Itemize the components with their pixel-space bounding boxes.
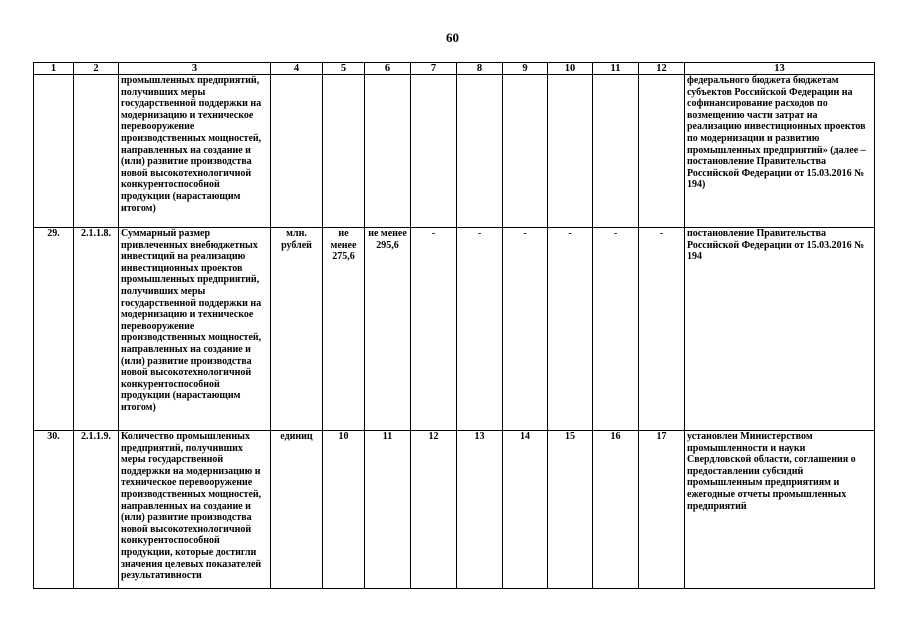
value-cell — [593, 75, 639, 228]
header-cell: 13 — [685, 63, 875, 75]
value-cell: 11 — [365, 431, 411, 589]
value-cell: 15 — [548, 431, 593, 589]
source-cell: постановление Правительства Российской Федерации от 15.03.2016 № 194 — [685, 228, 875, 431]
indicator-name-cell: промышленных предприятий, получивших меры государственной поддержки на модернизацию и техническое перевооружение производственных мощностей, направленных на создание и (или) развитие производства новой высокотехнологичной конкурентоспособной продукции (нарастающим итогом) — [119, 75, 271, 228]
value-cell — [503, 75, 548, 228]
value-cell — [411, 75, 457, 228]
indicator-name-cell: Количество промышленных предприятий, получивших меры государственной поддержки на модернизацию и техническое перевооружение производственных мощностей, направленных на создание и (или) развитие производства новой высокотехнологичной конкурентоспособной продукции, которые достигли значения целевых показателей результативности — [119, 431, 271, 589]
header-cell: 11 — [593, 63, 639, 75]
value-cell: 13 — [457, 431, 503, 589]
table-row — [34, 228, 875, 431]
page-number: 60 — [446, 30, 459, 45]
header-cell: 8 — [457, 63, 503, 75]
header-cell: 9 — [503, 63, 548, 75]
unit-cell — [271, 75, 323, 228]
header-cell: 6 — [365, 63, 411, 75]
value-cell: не менее 295,6 — [365, 228, 411, 431]
header-cell: 1 — [34, 63, 74, 75]
value-cell: - — [503, 228, 548, 431]
source-cell: установлен Министерством промышленности и науки Свердловской области, соглашения о предоставлении субсидий промышленным предприятиям и ежегодные отчеты промышленных предприятий — [685, 431, 875, 589]
header-cell: 10 — [548, 63, 593, 75]
row-number-cell: 30. — [34, 431, 74, 589]
value-cell: не менее 275,6 — [323, 228, 365, 431]
row-number-cell — [34, 75, 74, 228]
value-cell: - — [411, 228, 457, 431]
value-cell — [639, 75, 685, 228]
table-row — [34, 75, 875, 228]
indicator-code-cell — [74, 75, 119, 228]
value-cell — [457, 75, 503, 228]
value-cell: - — [548, 228, 593, 431]
header-cell: 7 — [411, 63, 457, 75]
unit-cell: единиц — [271, 431, 323, 589]
source-cell: федерального бюджета бюджетам субъектов Российской Федерации на софинансирование расходов по возмещению части затрат на реализацию инвестиционных проектов по модернизации и развитию промышленных предприятий» (далее – постановление Правительства Российской Федерации от 15.03.2016 № 194) — [685, 75, 875, 228]
unit-cell: млн. рублей — [271, 228, 323, 431]
header-cell: 4 — [271, 63, 323, 75]
value-cell: - — [457, 228, 503, 431]
value-cell: 16 — [593, 431, 639, 589]
value-cell: 10 — [323, 431, 365, 589]
header-cell: 3 — [119, 63, 271, 75]
value-cell: - — [593, 228, 639, 431]
indicator-code-cell: 2.1.1.8. — [74, 228, 119, 431]
value-cell — [365, 75, 411, 228]
header-cell: 2 — [74, 63, 119, 75]
header-cell: 5 — [323, 63, 365, 75]
value-cell: - — [639, 228, 685, 431]
indicators-table — [33, 62, 875, 589]
value-cell — [548, 75, 593, 228]
value-cell: 17 — [639, 431, 685, 589]
header-cell: 12 — [639, 63, 685, 75]
value-cell: 14 — [503, 431, 548, 589]
indicator-code-cell: 2.1.1.9. — [74, 431, 119, 589]
value-cell: 12 — [411, 431, 457, 589]
header-row — [34, 63, 875, 75]
row-number-cell: 29. — [34, 228, 74, 431]
value-cell — [323, 75, 365, 228]
table-row — [34, 431, 875, 589]
indicator-name-cell: Суммарный размер привлеченных внебюджетных инвестиций на реализацию инвестиционных проектов промышленных предприятий, получивших меры государственной поддержки на модернизацию и техническое перевооружение производственных мощностей, направленных на создание и (или) развитие производства новой высокотехнологичной конкурентоспособной продукции (нарастающим итогом) — [119, 228, 271, 431]
